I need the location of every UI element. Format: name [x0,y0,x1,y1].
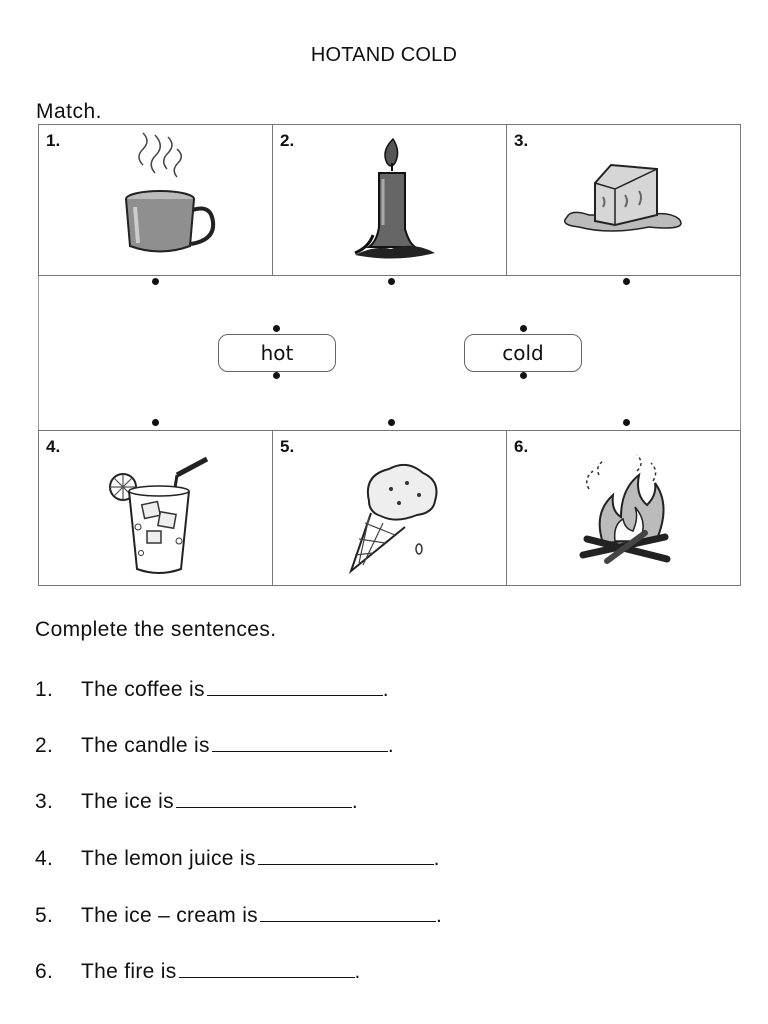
sentence-end: . [354,960,361,983]
picture-number: 5. [280,437,295,456]
sentence-end: . [433,847,440,870]
picture-number: 2. [280,131,295,150]
sentence-end: . [387,734,394,757]
picture-cell-3 [507,125,740,275]
sentence-number: 2. [35,734,54,757]
sentence-number: 3. [35,790,54,813]
match-dot[interactable] [152,278,159,285]
picture-number: 3. [514,131,529,150]
ice-cream-cone-icon [273,431,507,585]
sentence-number: 1. [35,678,54,701]
sentence-number: 4. [35,847,54,870]
answer-blank[interactable] [260,902,436,922]
answer-blank[interactable] [258,845,434,865]
picture-number: 1. [46,131,61,150]
match-dot[interactable] [388,419,395,426]
picture-cell-2 [273,125,507,275]
match-dot[interactable] [152,419,159,426]
sentence-6 [35,958,361,984]
sentence-number: 6. [35,960,54,983]
sentence-5 [35,902,442,928]
ice-cube-icon [507,125,741,275]
match-dot[interactable] [520,325,527,332]
match-dot[interactable] [273,325,280,332]
match-dot[interactable] [520,372,527,379]
picture-cell-4 [39,431,273,585]
picture-cell-1 [39,125,273,275]
picture-cell-6 [507,431,740,585]
answer-blank[interactable] [207,676,383,696]
sentence-text: The lemon juice is [81,847,256,870]
match-dot[interactable] [623,419,630,426]
word-box-cold[interactable]: cold [464,334,582,372]
coffee-mug-icon [39,125,273,275]
match-dot[interactable] [273,372,280,379]
candle-icon [273,125,507,275]
sentence-text: The fire is [81,960,177,983]
word-band [38,276,741,430]
sentence-text: The ice – cream is [81,904,258,927]
complete-instruction: Complete the sentences. [35,618,277,641]
matching-board [38,124,741,586]
sentence-4 [35,845,440,871]
match-dot[interactable] [623,278,630,285]
match-instruction: Match. [36,100,103,123]
word-box-hot[interactable]: hot [218,334,336,372]
campfire-icon [507,431,741,585]
sentence-text: The candle is [81,734,210,757]
sentence-1 [35,676,389,702]
worksheet-title: HOTAND COLD [310,44,458,66]
answer-blank[interactable] [176,788,352,808]
picture-cell-5 [273,431,507,585]
lemon-juice-glass-icon [39,431,273,585]
match-dot[interactable] [388,278,395,285]
top-picture-row [38,124,741,276]
sentence-text: The ice is [81,790,174,813]
sentence-3 [35,788,358,814]
picture-number: 6. [514,437,529,456]
sentence-number: 5. [35,904,54,927]
answer-blank[interactable] [179,958,355,978]
sentence-end: . [435,904,443,927]
bottom-picture-row [38,430,741,586]
sentence-end: . [382,678,389,701]
picture-number: 4. [46,437,61,456]
sentence-end: . [351,790,359,813]
sentence-text: The coffee is [81,678,205,701]
sentence-2 [35,732,394,758]
answer-blank[interactable] [212,732,388,752]
